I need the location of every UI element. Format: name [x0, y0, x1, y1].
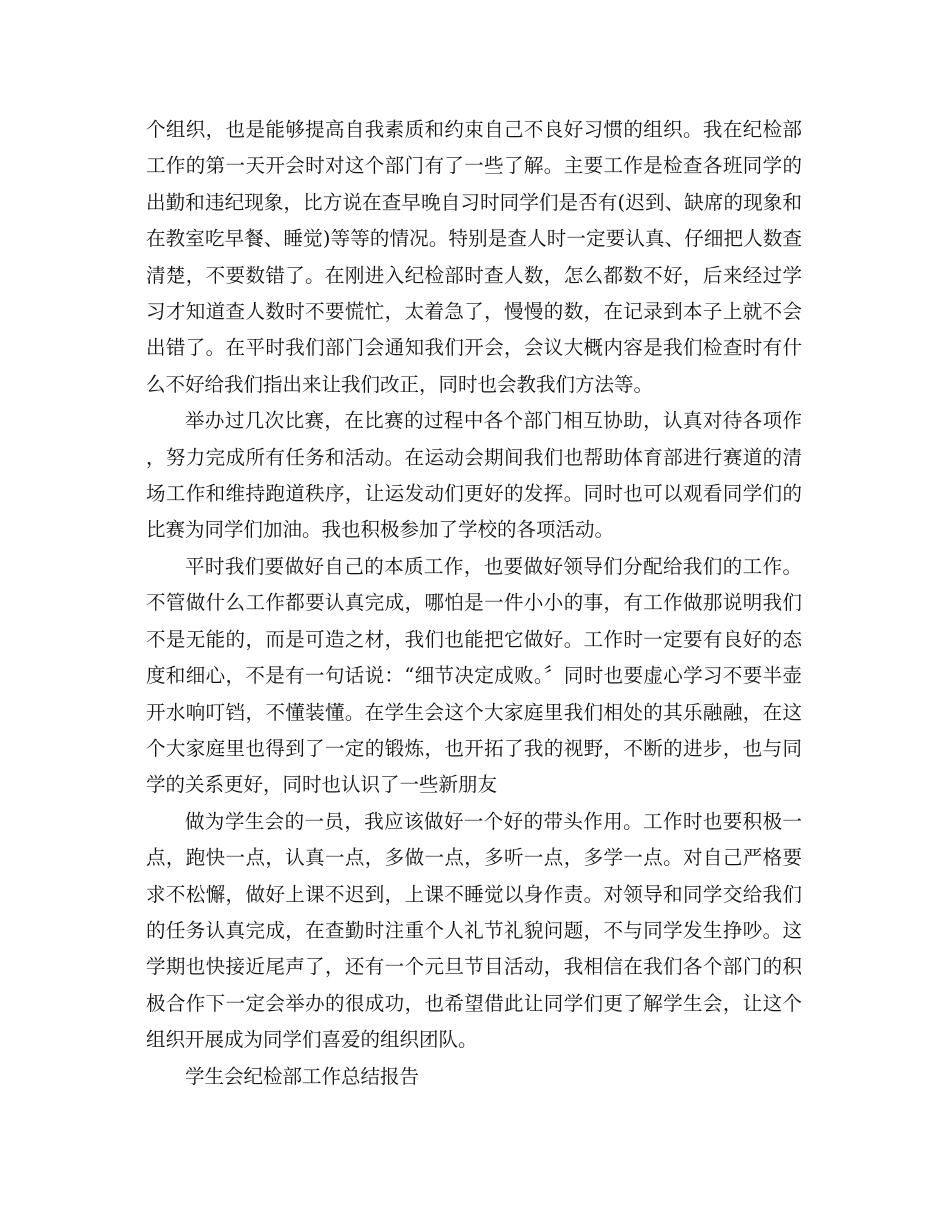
paragraph-1: 个组织，也是能够提高自我素质和约束自己不良好习惯的组织。我在纪检部工作的第一天开会时对这个部门有了一些了解。主要工作是检查各班同学的出勤和违纪现象，比方说在查早晚自习时同学们是否有(迟到、缺席的现象和在教室吃早餐、睡觉)等等的情况。特别是查人时一定要认真、仔细把人数查清楚，不要数错了。在刚进入纪检部时查人数，怎么都数不好，后来经过学习才知道查人数时不要慌忙，太着急了，慢慢的数，在记录到本子上就不会出错了。在平时我们部门会通知我们开会，会议大概内容是我们检查时有什么不好给我们指出来让我们改正，同时也会教我们方法等。	[146, 118, 802, 396]
document-body	[146, 112, 802, 1095]
document-title-line: 学生会纪检部工作总结报告	[185, 1064, 420, 1088]
paragraph-3: 平时我们要做好自己的本质工作，也要做好领导们分配给我们的工作。不管做什么工作都要认真完成，哪怕是一件小小的事，有工作做那说明我们不是无能的，而是可造之材，我们也能把它做好。工作时一定要有良好的态度和细心，不是有一句话说：“细节决定成败。〞同时也要虚心学习不要半壶开水响叮铛，不懂装懂。在学生会这个大家庭里我们相处的其乐融融，在这个大家庭里也得到了一定的锻炼，也开拓了我的视野，不断的进步，也与同学的关系更好，同时也认识了一些新朋友	[146, 554, 802, 797]
paragraph-4: 做为学生会的一员，我应该做好一个好的带头作用。工作时也要积极一点，跑快一点，认真一点，多做一点，多听一点，多学一点。对自己严格要求不松懈，做好上课不迟到，上课不睡觉以身作责。对领导和同学交给我们的任务认真完成，在查勤时注重个人礼节礼貌问题，不与同学发生挣吵。这学期也快接近尾声了，还有一个元旦节目活动，我相信在我们各个部门的积极合作下一定会举办的很成功，也希望借此让同学们更了解学生会，让这个组织开展成为同学们喜爱的组织团队。	[146, 809, 802, 1052]
paragraph-2: 举办过几次比赛，在比赛的过程中各个部门相互协助，认真对待各项作，努力完成所有任务和活动。在运动会期间我们也帮助体育部进行赛道的清场工作和维持跑道秩序，让运发动们更好的发挥。同时也可以观看同学们的比赛为同学们加油。我也积极参加了学校的各项活动。	[146, 409, 802, 542]
